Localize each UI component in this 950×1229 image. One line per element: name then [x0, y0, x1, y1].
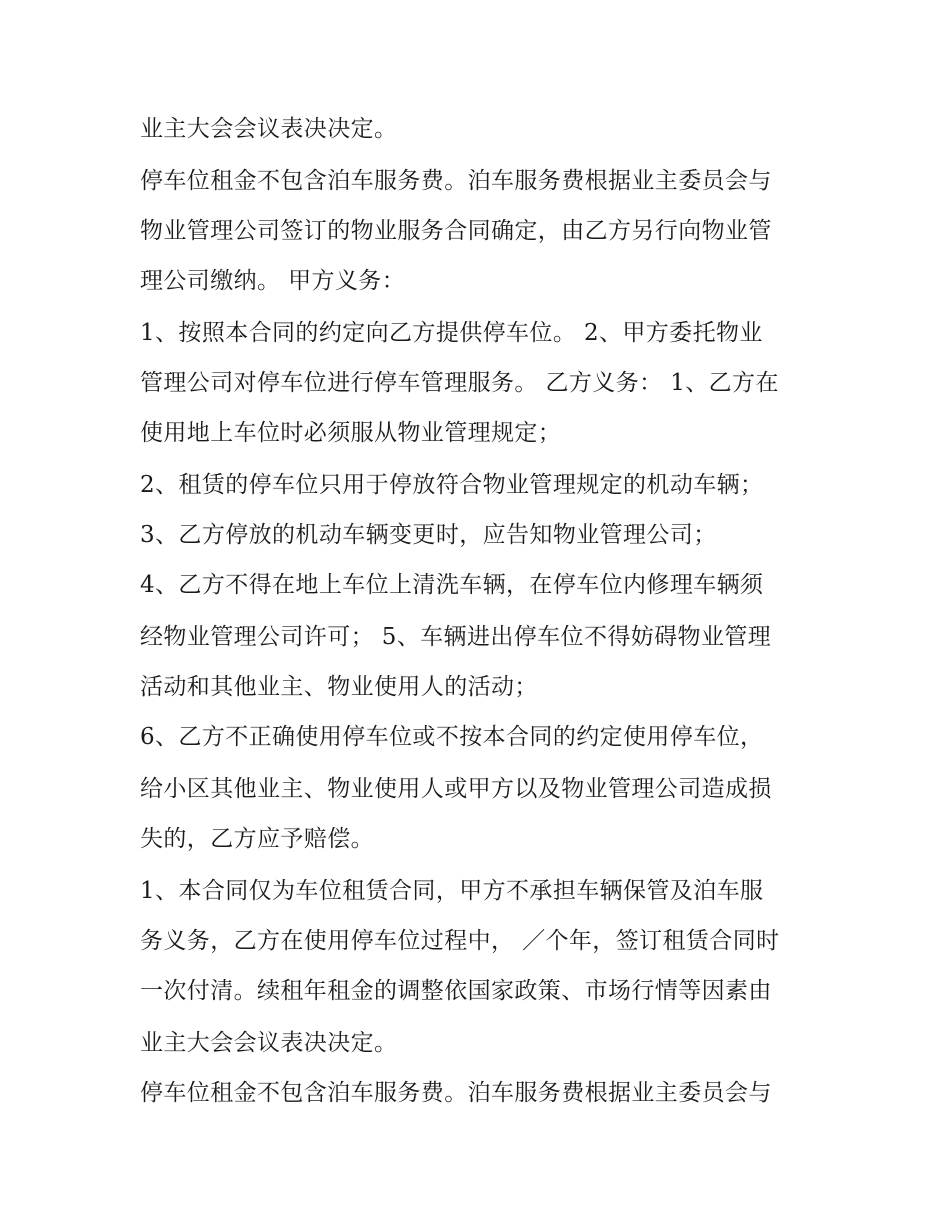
text-line: 3、乙方停放的机动车辆变更时，应告知物业管理公司； [140, 522, 717, 548]
text-line: 1、按照本合同的约定向乙方提供停车位。 2、甲方委托物业 [140, 320, 763, 346]
text-line: 物业管理公司签订的物业服务合同确定，由乙方另行向物业管 [140, 218, 772, 244]
text-line: 6、乙方不正确使用停车位或不按本合同的约定使用停车位， [140, 724, 764, 750]
text-line: 停车位租金不包含泊车服务费。泊车服务费根据业主委员会与 [140, 168, 772, 194]
text-line: 2、租赁的停车位只用于停放符合物业管理规定的机动车辆； [140, 472, 764, 498]
text-line: 停车位租金不包含泊车服务费。泊车服务费根据业主委员会与 [140, 1080, 772, 1106]
text-line: 1、本合同仅为车位租赁合同，甲方不承担车辆保管及泊车服 [140, 878, 764, 904]
text-line: 失的，乙方应予赔偿。 [140, 826, 374, 852]
text-line: 管理公司对停车位进行停车管理服务。 乙方义务： 1、乙方在 [140, 370, 779, 396]
text-line: 经物业管理公司许可； 5、车辆进出停车位不得妨碍物业管理 [140, 624, 772, 650]
text-line: 业主大会会议表决决定。 [140, 116, 398, 142]
text-line: 活动和其他业主、物业使用人的活动； [140, 674, 538, 700]
text-line: 4、乙方不得在地上车位上清洗车辆，在停车位内修理车辆须 [140, 572, 764, 598]
text-line: 一次付清。续租年租金的调整依国家政策、市场行情等因素由 [140, 978, 772, 1004]
text-line: 务义务，乙方在使用停车位过程中， ／个年，签订租赁合同时 [140, 928, 780, 954]
text-line: 理公司缴纳。 甲方义务： [140, 268, 406, 294]
text-line: 业主大会会议表决决定。 [140, 1030, 398, 1056]
text-line: 使用地上车位时必须服从物业管理规定； [140, 420, 562, 446]
text-line: 给小区其他业主、物业使用人或甲方以及物业管理公司造成损 [140, 776, 772, 802]
